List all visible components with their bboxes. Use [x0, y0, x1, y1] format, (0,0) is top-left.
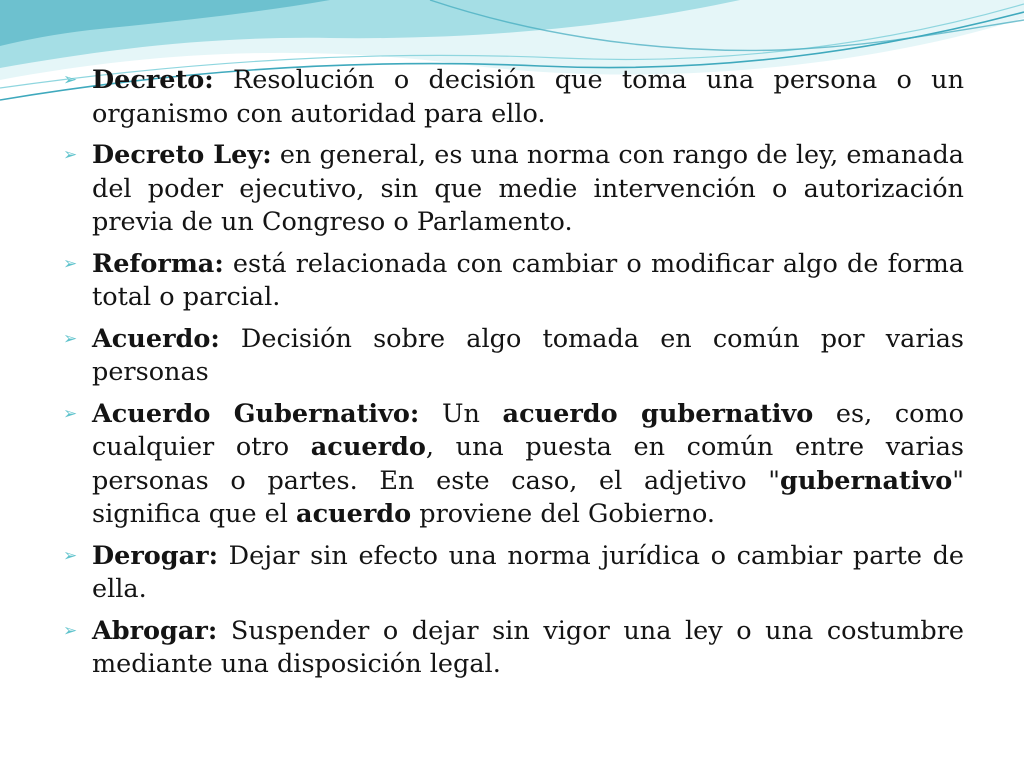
- definition-term: Reforma:: [92, 248, 224, 279]
- definition-item: [62, 139, 964, 240]
- definition-term: Derogar:: [92, 540, 218, 571]
- definitions-list: [62, 64, 964, 690]
- definition-emphasis: acuerdo: [310, 432, 426, 462]
- definition-term: Decreto Ley:: [92, 140, 272, 170]
- definition-item: [62, 64, 964, 131]
- definition-item: [62, 540, 964, 607]
- definition-text: Decisión sobre algo tomada en común por varias personas: [92, 323, 964, 387]
- arrow-right-outline-icon: ➢: [63, 70, 78, 90]
- definition-text: " significa que el: [92, 465, 964, 529]
- definition-text: Resolución o decisión que toma una persona o un organismo con autoridad para ello.: [92, 65, 964, 129]
- definition-emphasis: acuerdo gubernativo: [502, 398, 814, 429]
- arrow-right-outline-icon: ➢: [63, 620, 78, 641]
- definition-emphasis: acuerdo: [296, 499, 412, 529]
- arrow-right-outline-icon: ➢: [63, 253, 78, 274]
- definition-text: está relacionada con cambiar o modificar algo de forma total o parcial.: [92, 248, 964, 312]
- definition-text: en general, es una norma con rango de ley, emanada del poder ejecutivo, sin que medie intervención o autorización previa de un Congreso o Parlamento.: [92, 140, 964, 237]
- arrow-right-outline-icon: ➢: [63, 403, 78, 424]
- definition-text: proviene del Gobierno.: [411, 499, 715, 529]
- definition-term: Acuerdo Gubernativo:: [92, 398, 420, 429]
- definition-term: Decreto:: [92, 65, 214, 95]
- definition-term: Abrogar:: [92, 615, 218, 646]
- arrow-right-outline-icon: ➢: [63, 328, 78, 349]
- definition-term: Acuerdo:: [92, 323, 220, 354]
- definition-item: [62, 323, 964, 390]
- definition-item: [62, 248, 964, 315]
- definition-text: Dejar sin efecto una norma jurídica o cambiar parte de ella.: [92, 540, 964, 604]
- arrow-right-outline-icon: ➢: [63, 545, 78, 566]
- definition-emphasis: gubernativo: [780, 465, 953, 496]
- arrow-right-outline-icon: ➢: [63, 145, 78, 165]
- definition-text: Suspender o dejar sin vigor una ley o una costumbre mediante una disposición legal.: [92, 615, 964, 679]
- definition-text: , una puesta en común entre varias personas o partes. En este caso, el adjetivo ": [92, 432, 965, 496]
- definition-text: es, como cualquier otro: [92, 398, 964, 462]
- definition-text: Un: [419, 398, 503, 429]
- definition-item: [62, 615, 964, 682]
- definition-item: [62, 398, 964, 532]
